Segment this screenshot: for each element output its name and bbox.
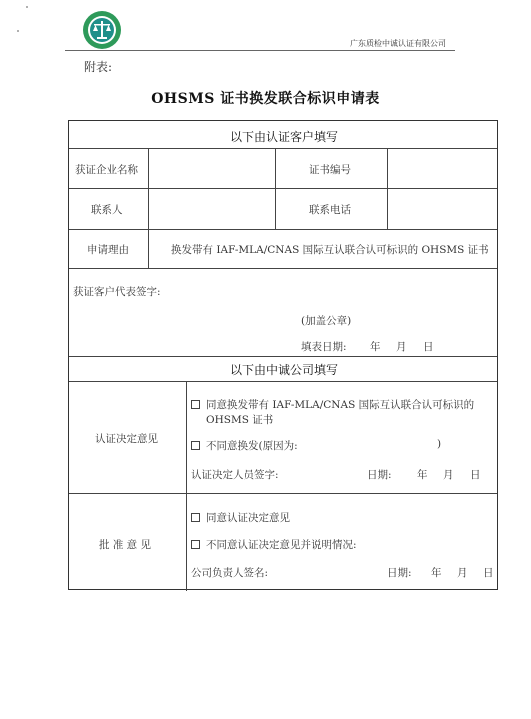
enterprise-name-label: 获证企业名称 [75, 164, 138, 176]
disagree-option-text: 不同意换发(原因为: [206, 440, 298, 452]
fill-date-label: 填表日期: [301, 341, 347, 353]
approve-disagree-option[interactable] [191, 537, 357, 552]
disagree-close-paren: ) [437, 438, 442, 450]
month-label: 月 [396, 341, 407, 353]
approval-year-label: 年 [431, 567, 442, 579]
approval-day-label: 日 [483, 567, 494, 579]
col-divider [186, 381, 187, 591]
decider-date-label: 日期: [367, 469, 392, 481]
agree-option[interactable] [191, 397, 474, 412]
decision-label: 认证决定意见 [95, 433, 158, 445]
disagree-checkbox[interactable] [191, 441, 200, 450]
approve-agree-option[interactable] [191, 510, 290, 525]
row-divider [69, 381, 497, 382]
header-divider [65, 50, 455, 51]
approve-agree-checkbox[interactable] [191, 513, 200, 522]
stamp-label: (加盖公章) [301, 315, 352, 327]
cert-no-label: 证书编号 [309, 164, 351, 176]
year-label: 年 [370, 341, 381, 353]
agree-checkbox[interactable] [191, 400, 200, 409]
approve-agree-text: 同意认证决定意见 [206, 512, 290, 524]
approval-label: 批 准 意 见 [99, 539, 152, 551]
cert-no-field[interactable] [388, 149, 498, 187]
decider-year-label: 年 [417, 469, 428, 481]
agree-option-text: 同意换发带有 IAF-MLA/CNAS 国际互认联合认可标识的 [206, 399, 475, 411]
row-divider [69, 229, 497, 230]
disagree-option[interactable] [191, 438, 298, 453]
page-title: OHSMS 证书换发联合标识申请表 [151, 91, 380, 107]
section2-title: 以下由中诚公司填写 [229, 363, 338, 377]
signature-label: 获证客户代表签字: [73, 286, 161, 298]
phone-field[interactable] [388, 189, 498, 228]
day-label: 日 [423, 341, 434, 353]
row-divider [69, 356, 497, 357]
decider-month-label: 月 [443, 469, 454, 481]
reason-value: 换发带有 IAF-MLA/CNAS 国际互认联合认可标识的 OHSMS 证书 [171, 244, 489, 256]
application-form [68, 120, 498, 590]
approval-date-label: 日期: [387, 567, 412, 579]
company-name: 广东质检中诚认证有限公司 [350, 39, 446, 48]
agree-option-line2: OHSMS 证书 [206, 414, 274, 426]
phone-label: 联系电话 [309, 204, 351, 216]
scan-mark [17, 30, 19, 32]
section1-title: 以下由认证客户填写 [229, 130, 338, 144]
row-divider [69, 268, 497, 269]
approve-disagree-text: 不同意认证决定意见并说明情况: [206, 539, 357, 551]
enterprise-name-field[interactable] [149, 149, 274, 187]
approve-disagree-checkbox[interactable] [191, 540, 200, 549]
company-logo [82, 10, 122, 50]
decider-day-label: 日 [470, 469, 481, 481]
attachment-label: 附表: [84, 60, 113, 74]
scan-mark [26, 6, 28, 8]
leader-sign-label: 公司负责人签名: [191, 567, 269, 579]
signature-field[interactable] [169, 276, 489, 306]
reason-label: 申请理由 [87, 244, 129, 256]
row-divider [69, 493, 497, 494]
approval-month-label: 月 [457, 567, 468, 579]
contact-field[interactable] [149, 189, 274, 228]
contact-label: 联系人 [91, 204, 123, 216]
col-divider [275, 148, 276, 229]
decider-sign-label: 认证决定人员签字: [191, 469, 279, 481]
